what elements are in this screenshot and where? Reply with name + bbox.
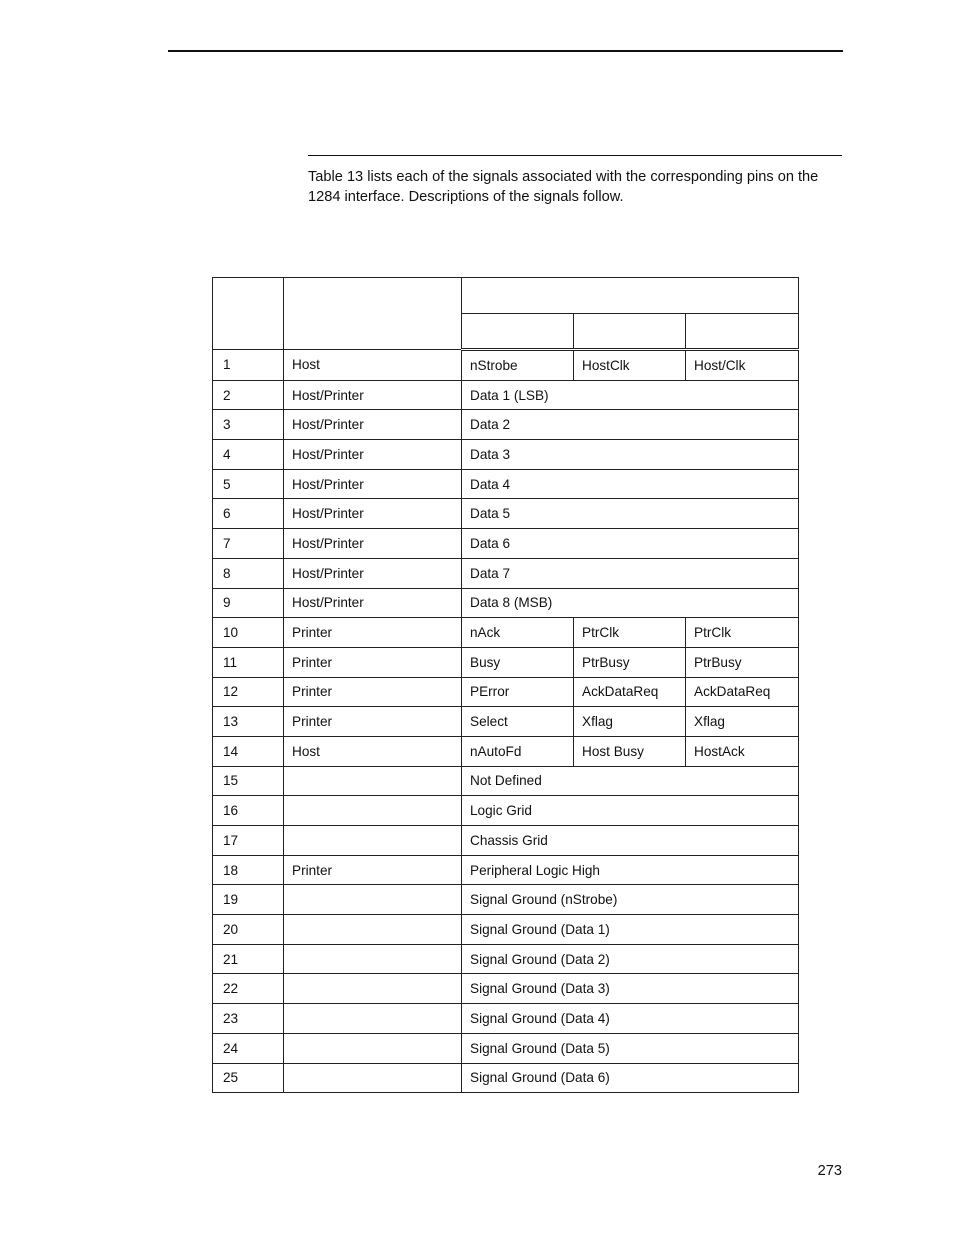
signal-cell: HostAck — [686, 736, 799, 766]
pin-number-cell: 12 — [213, 677, 284, 707]
signal-cell: nAck — [462, 618, 574, 648]
source-cell — [284, 826, 462, 856]
signal-pin-table — [212, 277, 799, 1093]
pin-number-cell: 7 — [213, 529, 284, 559]
table-row — [213, 647, 799, 677]
pin-number-cell: 3 — [213, 410, 284, 440]
signal-cell: Chassis Grid — [462, 826, 799, 856]
header-cell-pin — [213, 278, 284, 350]
subheader-cell-mode-2 — [574, 314, 686, 350]
page-number: 273 — [817, 1163, 842, 1179]
source-cell — [284, 1033, 462, 1063]
source-cell: Host/Printer — [284, 558, 462, 588]
pin-number-cell: 19 — [213, 885, 284, 915]
signal-cell: Host Busy — [574, 736, 686, 766]
table-row — [213, 826, 799, 856]
signal-cell: Peripheral Logic High — [462, 855, 799, 885]
signal-cell: PtrClk — [686, 618, 799, 648]
pin-number-cell: 14 — [213, 736, 284, 766]
signal-cell: HostClk — [574, 350, 686, 381]
source-cell: Printer — [284, 707, 462, 737]
signal-cell: Data 6 — [462, 529, 799, 559]
table-row — [213, 1063, 799, 1093]
source-cell: Host/Printer — [284, 469, 462, 499]
pin-number-cell: 15 — [213, 766, 284, 796]
pin-number-cell: 22 — [213, 974, 284, 1004]
pin-number-cell: 10 — [213, 618, 284, 648]
table-row — [213, 410, 799, 440]
pin-number-cell: 23 — [213, 1004, 284, 1034]
table-row — [213, 469, 799, 499]
signal-cell: PtrBusy — [574, 647, 686, 677]
signal-cell: PtrClk — [574, 618, 686, 648]
signal-cell: Data 7 — [462, 558, 799, 588]
pin-number-cell: 2 — [213, 380, 284, 410]
table-row — [213, 766, 799, 796]
table-row — [213, 855, 799, 885]
signal-cell: Data 4 — [462, 469, 799, 499]
source-cell: Host/Printer — [284, 529, 462, 559]
pin-number-cell: 8 — [213, 558, 284, 588]
source-cell: Printer — [284, 855, 462, 885]
source-cell: Host — [284, 350, 462, 381]
table-row — [213, 796, 799, 826]
pin-number-cell: 21 — [213, 944, 284, 974]
table-row — [213, 350, 799, 381]
table-row — [213, 618, 799, 648]
table-row — [213, 974, 799, 1004]
signal-cell: PtrBusy — [686, 647, 799, 677]
source-cell — [284, 766, 462, 796]
source-cell — [284, 1004, 462, 1034]
signal-cell: Signal Ground (Data 4) — [462, 1004, 799, 1034]
pin-number-cell: 9 — [213, 588, 284, 618]
table-row — [213, 944, 799, 974]
pin-number-cell: 25 — [213, 1063, 284, 1093]
table-row — [213, 1033, 799, 1063]
signal-cell: Signal Ground (Data 6) — [462, 1063, 799, 1093]
signal-cell: Data 8 (MSB) — [462, 588, 799, 618]
table-row — [213, 736, 799, 766]
table-row — [213, 1004, 799, 1034]
table-row — [213, 440, 799, 470]
signal-cell: Signal Ground (Data 1) — [462, 915, 799, 945]
table-body — [213, 350, 799, 1093]
source-cell: Host/Printer — [284, 380, 462, 410]
signal-cell: PError — [462, 677, 574, 707]
signal-cell: Data 5 — [462, 499, 799, 529]
source-cell — [284, 915, 462, 945]
signal-cell: Select — [462, 707, 574, 737]
header-rule — [168, 50, 843, 52]
header-cell-signal-group — [462, 278, 799, 314]
pin-number-cell: 13 — [213, 707, 284, 737]
pin-number-cell: 11 — [213, 647, 284, 677]
pin-number-cell: 17 — [213, 826, 284, 856]
source-cell: Printer — [284, 618, 462, 648]
intro-paragraph: Table 13 lists each of the signals associated with the corresponding pins on the 1284 interface. Descriptions of the signals follow. — [308, 169, 819, 205]
table-row — [213, 677, 799, 707]
source-cell — [284, 974, 462, 1004]
signal-cell: Data 1 (LSB) — [462, 380, 799, 410]
pin-number-cell: 18 — [213, 855, 284, 885]
signal-cell: Signal Ground (Data 3) — [462, 974, 799, 1004]
signal-cell: Signal Ground (Data 5) — [462, 1033, 799, 1063]
source-cell: Printer — [284, 647, 462, 677]
signal-cell: AckDataReq — [574, 677, 686, 707]
pin-number-cell: 4 — [213, 440, 284, 470]
source-cell: Host/Printer — [284, 588, 462, 618]
source-cell: Host — [284, 736, 462, 766]
signal-cell: Signal Ground (nStrobe) — [462, 885, 799, 915]
source-cell: Printer — [284, 677, 462, 707]
pin-number-cell: 24 — [213, 1033, 284, 1063]
source-cell: Host/Printer — [284, 440, 462, 470]
table-row — [213, 885, 799, 915]
source-cell — [284, 796, 462, 826]
signal-cell: Logic Grid — [462, 796, 799, 826]
signal-cell: AckDataReq — [686, 677, 799, 707]
table-row — [213, 529, 799, 559]
table-row — [213, 380, 799, 410]
signal-cell: Xflag — [574, 707, 686, 737]
signal-cell: nAutoFd — [462, 736, 574, 766]
section-rule — [308, 155, 842, 156]
header-cell-source — [284, 278, 462, 350]
source-cell — [284, 885, 462, 915]
source-cell — [284, 944, 462, 974]
signal-cell: Data 2 — [462, 410, 799, 440]
pin-number-cell: 6 — [213, 499, 284, 529]
pin-number-cell: 20 — [213, 915, 284, 945]
table-row — [213, 558, 799, 588]
table-row — [213, 915, 799, 945]
table-row — [213, 588, 799, 618]
source-cell — [284, 1063, 462, 1093]
subheader-cell-mode-3 — [686, 314, 799, 350]
signal-cell: Busy — [462, 647, 574, 677]
signal-cell: Host/Clk — [686, 350, 799, 381]
pin-number-cell: 1 — [213, 350, 284, 381]
subheader-cell-mode-1 — [462, 314, 574, 350]
table-header-row — [213, 278, 799, 314]
pin-number-cell: 16 — [213, 796, 284, 826]
table-row — [213, 707, 799, 737]
signal-cell: Xflag — [686, 707, 799, 737]
source-cell: Host/Printer — [284, 410, 462, 440]
signal-cell: Signal Ground (Data 2) — [462, 944, 799, 974]
signal-cell: Not Defined — [462, 766, 799, 796]
table-row — [213, 499, 799, 529]
source-cell: Host/Printer — [284, 499, 462, 529]
pin-number-cell: 5 — [213, 469, 284, 499]
signal-cell: Data 3 — [462, 440, 799, 470]
signal-cell: nStrobe — [462, 350, 574, 381]
